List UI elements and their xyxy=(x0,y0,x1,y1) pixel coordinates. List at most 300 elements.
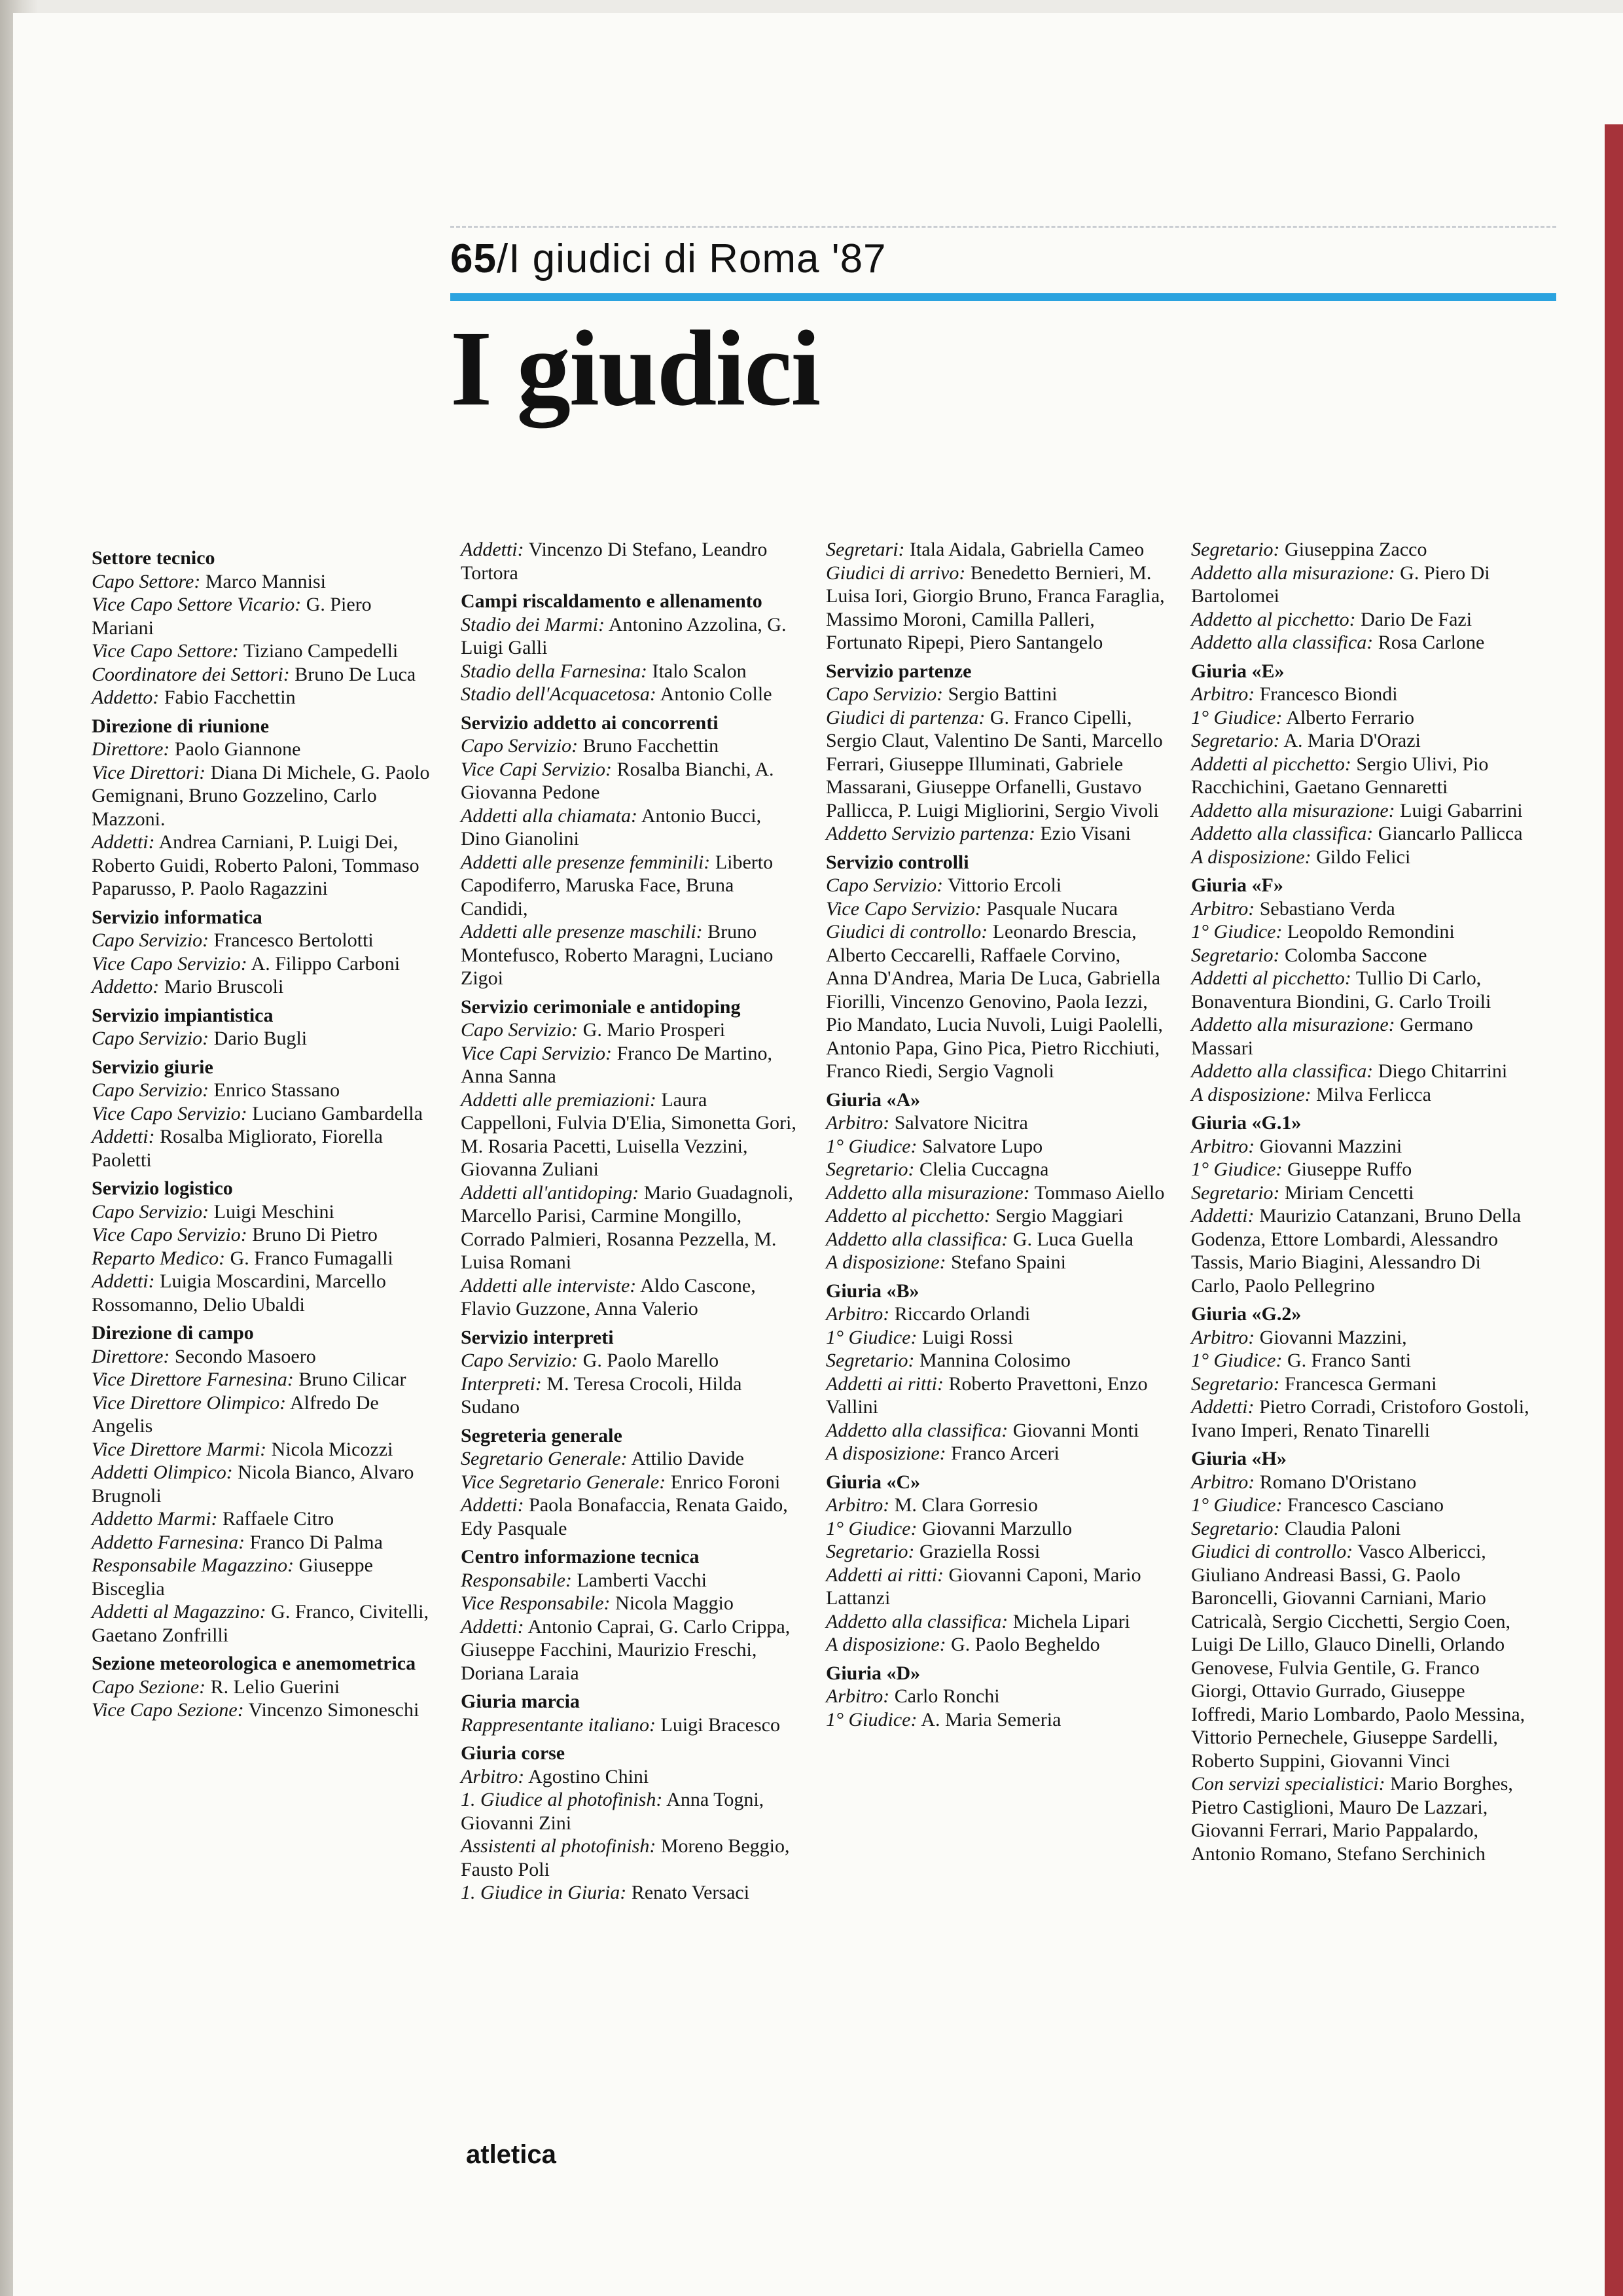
staff-names: Clelia Cuccagna xyxy=(914,1158,1049,1180)
role-label: Segretario: xyxy=(826,1158,915,1180)
staff-names: M. Teresa Crocoli, Hilda Sudano xyxy=(461,1372,742,1418)
running-header xyxy=(450,236,1556,282)
staff-entry xyxy=(1191,538,1531,562)
staff-names: Enrico Stassano xyxy=(209,1079,340,1101)
staff-names: Liberto Capodiferro, Maruska Face, Bruna Candidi, xyxy=(461,851,774,920)
role-label: A disposizione: xyxy=(1191,1083,1311,1105)
staff-entry xyxy=(461,920,801,990)
staff-names: M. Clara Gorresio xyxy=(889,1494,1038,1516)
staff-names: Riccardo Orlandi xyxy=(889,1303,1031,1325)
role-label: Segretario: xyxy=(826,1350,915,1371)
role-label: 1° Giudice: xyxy=(1191,1158,1283,1180)
staff-entry xyxy=(1191,967,1531,1013)
staff-entry xyxy=(92,1200,432,1224)
staff-entry xyxy=(461,1615,801,1685)
page-title: I giudici xyxy=(450,308,820,428)
role-label: 1° Giudice: xyxy=(1191,1350,1283,1371)
staff-names: Franco De Martino, Anna Sanna xyxy=(461,1042,772,1087)
staff-entry xyxy=(826,897,1166,921)
staff-names: Claudia Paloni xyxy=(1279,1517,1401,1539)
role-label: Addetti all'antidoping: xyxy=(461,1181,639,1204)
role-label: Segretario: xyxy=(1191,730,1280,751)
role-label: A disposizione: xyxy=(826,1251,946,1273)
staff-entry xyxy=(1191,1181,1531,1205)
staff-names: Diana Di Michele, G. Paolo Gemignani, Bruno Gozzelino, Carlo Mazzoni. xyxy=(92,761,430,830)
staff-names: Andrea Carniani, P. Luigi Dei, Roberto Guidi, Roberto Paloni, Tommaso Paparusso, P. Paolo Ragazzini xyxy=(92,831,419,899)
role-label: A disposizione: xyxy=(826,1634,946,1655)
role-label: Addetti alle presenze maschili: xyxy=(461,921,703,942)
role-label: Addetto Servizio partenza: xyxy=(826,823,1035,844)
role-label: Assistenti al photofinish: xyxy=(461,1835,656,1857)
staff-entry xyxy=(1191,1395,1531,1442)
role-label: Reparto Medico: xyxy=(92,1247,226,1269)
staff-entry xyxy=(461,851,801,921)
staff-entry xyxy=(826,1685,1166,1708)
role-label: Addetto Marmi: xyxy=(92,1508,218,1530)
staff-names: Sergio Maggiari xyxy=(990,1205,1124,1227)
staff-entry xyxy=(461,1471,801,1494)
staff-entry xyxy=(461,758,801,804)
staff-entry xyxy=(826,562,1166,655)
staff-names: Benedetto Bernieri, M. Luisa Iori, Giorgio Bruno, Franca Faraglia, Massimo Moroni, Camilla Palleri, Fortunato Ripepi, Piero Santangelo xyxy=(826,562,1165,653)
role-label: Addetto: xyxy=(92,687,160,708)
staff-entry xyxy=(92,1247,432,1270)
role-label: Segretario: xyxy=(1191,944,1280,966)
staff-names: Bruno De Luca xyxy=(289,663,416,685)
role-label: Responsabile Magazzino: xyxy=(92,1554,294,1576)
section xyxy=(461,1742,801,1905)
staff-entry xyxy=(92,663,432,687)
staff-names: Dario Bugli xyxy=(209,1028,308,1049)
staff-entry xyxy=(92,761,432,831)
staff-entry xyxy=(92,1223,432,1247)
role-label: Arbitro: xyxy=(1191,1471,1255,1493)
staff-entry xyxy=(461,1592,801,1615)
staff-names: Francesca Germani xyxy=(1279,1372,1437,1395)
staff-names: G. Franco Fumagalli xyxy=(225,1247,393,1269)
staff-names: Bruno Montefusco, Roberto Maragni, Luciano Zigoi xyxy=(461,921,774,989)
staff-names: G. Paolo Begheldo xyxy=(946,1634,1100,1655)
role-label: Addetti: xyxy=(461,1494,524,1516)
section xyxy=(826,1280,1166,1465)
staff-names: Rosalba Bianchi, A. Giovanna Pedone xyxy=(461,758,774,803)
role-label: Vice Capi Servizio: xyxy=(461,758,613,780)
staff-entry xyxy=(1191,1204,1531,1297)
section xyxy=(1191,538,1531,655)
staff-entry xyxy=(461,613,801,660)
text-column-3 xyxy=(826,538,1166,1736)
role-label: Addetti alle interviste: xyxy=(461,1274,637,1297)
role-label: A disposizione: xyxy=(826,1443,946,1464)
role-label: Segretario Generale: xyxy=(461,1448,628,1469)
staff-names: Moreno Beggio, Fausto Poli xyxy=(461,1835,790,1880)
staff-names: Mannina Colosimo xyxy=(914,1350,1071,1371)
section-title: Giuria «E» xyxy=(1191,660,1285,682)
role-label: 1° Giudice: xyxy=(1191,1494,1283,1516)
header-blue-rule xyxy=(450,293,1556,301)
staff-names: Paola Bonafaccia, Renata Gaido, Edy Pasquale xyxy=(461,1494,788,1539)
staff-names: G. Franco Santi xyxy=(1282,1350,1412,1371)
staff-names: Maurizio Catanzani, Bruno Della Godenza, Ettore Lombardi, Alessandro Tassis, Mario Biagini, Alessandro Di Carlo, Paolo Pellegrino xyxy=(1191,1205,1522,1297)
role-label: Direttore: xyxy=(92,738,170,760)
section-title: Direzione di campo xyxy=(92,1322,254,1344)
staff-entry xyxy=(1191,1471,1531,1494)
staff-names: Marco Mannisi xyxy=(200,570,327,592)
staff-entry xyxy=(826,683,1166,706)
staff-names: Alfredo De Angelis xyxy=(92,1391,379,1437)
staff-entry xyxy=(826,1610,1166,1634)
staff-entry xyxy=(1191,562,1531,608)
section xyxy=(92,1652,432,1722)
section-title: Servizio cerimoniale e antidoping xyxy=(461,996,741,1018)
staff-names: Sebastiano Verda xyxy=(1255,897,1395,920)
staff-entry xyxy=(826,1349,1166,1372)
role-label: Coordinatore dei Settori: xyxy=(92,663,290,685)
role-label: Addetti: xyxy=(1191,1205,1255,1227)
section-title: Servizio controlli xyxy=(826,851,969,873)
staff-entry xyxy=(461,1372,801,1419)
role-label: Capo Servizio: xyxy=(92,1200,209,1223)
staff-entry xyxy=(461,1018,801,1042)
staff-names: Tiziano Campedelli xyxy=(238,640,399,662)
staff-names: Diego Chitarrini xyxy=(1373,1060,1508,1082)
staff-names: G. Franco Cipelli, Sergio Claut, Valentino De Santi, Marcello Ferrari, Giuseppe Illuminati, Gabriele Massarani, Giuseppe Orfanelli, Gustavo Pallicca, P. Luigi Migliorini, Sergio Vivoli xyxy=(826,706,1163,821)
staff-entry xyxy=(92,593,432,639)
staff-names: G. Paolo Marello xyxy=(578,1350,719,1371)
section xyxy=(92,547,432,709)
staff-entry xyxy=(461,1569,801,1592)
facing-page-red-edge xyxy=(1605,124,1623,2296)
role-label: 1. Giudice in Giuria: xyxy=(461,1882,627,1903)
section xyxy=(461,590,801,706)
section-title: Campi riscaldamento e allenamento xyxy=(461,590,762,612)
section-title: Giuria «D» xyxy=(826,1662,921,1684)
staff-names: Mario Borghes, Pietro Castiglioni, Mauro De Lazzari, Giovanni Ferrari, Mario Pappalardo, Antonio Romano, Stefano Serchinich xyxy=(1191,1773,1513,1865)
staff-names: Tommaso Aiello xyxy=(1029,1181,1165,1204)
role-label: Capo Servizio: xyxy=(92,1028,209,1049)
role-label: Stadio dell'Acquacetosa: xyxy=(461,683,656,705)
staff-names: Salvatore Lupo xyxy=(917,1135,1043,1157)
role-label: Interpreti: xyxy=(461,1372,542,1395)
staff-names: Vittorio Ercoli xyxy=(943,874,1062,896)
role-label: Capo Settore: xyxy=(92,570,201,592)
staff-entry xyxy=(461,804,801,851)
staff-names: Nicola Bianco, Alvaro Brugnoli xyxy=(92,1462,414,1507)
role-label: Segretario: xyxy=(1191,1517,1280,1539)
staff-entry xyxy=(92,1102,432,1126)
role-label: Addetti: xyxy=(92,1126,155,1147)
role-label: Capo Sezione: xyxy=(92,1676,206,1698)
staff-entry xyxy=(461,1447,801,1471)
role-label: Arbitro: xyxy=(1191,683,1255,705)
section-title: Giuria «F» xyxy=(1191,874,1283,896)
role-label: Addetti al picchetto: xyxy=(1191,967,1351,989)
staff-entry xyxy=(461,660,801,683)
role-label: Addetto alla classifica: xyxy=(826,1610,1008,1632)
staff-entry xyxy=(826,1204,1166,1228)
staff-entry xyxy=(92,1554,432,1600)
role-label: Addetti alla chiamata: xyxy=(461,804,637,827)
section xyxy=(1191,874,1531,1106)
role-label: Addetti Olimpico: xyxy=(92,1462,233,1483)
role-label: Vice Direttore Olimpico: xyxy=(92,1391,287,1414)
staff-entry xyxy=(1191,897,1531,921)
staff-names: Secondo Masoero xyxy=(169,1345,316,1367)
staff-entry xyxy=(1191,822,1531,846)
staff-names: Itala Aidala, Gabriella Cameo xyxy=(904,539,1145,560)
staff-entry xyxy=(461,1181,801,1274)
role-label: 1° Giudice: xyxy=(826,1326,918,1348)
staff-entry xyxy=(826,1326,1166,1350)
staff-entry xyxy=(826,1517,1166,1541)
section xyxy=(461,1326,801,1419)
staff-names: Nicola Maggio xyxy=(610,1592,734,1614)
footer-magazine-name: atletica xyxy=(466,2140,556,2169)
role-label: Addetti ai ritti: xyxy=(826,1372,944,1395)
role-label: Capo Servizio: xyxy=(461,1019,579,1041)
staff-entry xyxy=(92,1345,432,1369)
role-label: Arbitro: xyxy=(826,1112,890,1134)
role-label: Vice Capi Servizio: xyxy=(461,1042,613,1064)
staff-entry xyxy=(461,1042,801,1088)
staff-names: Sergio Battini xyxy=(943,683,1058,705)
role-label: Addetto: xyxy=(92,976,160,997)
staff-entry xyxy=(461,1765,801,1789)
role-label: Arbitro: xyxy=(826,1303,890,1325)
role-label: 1° Giudice: xyxy=(826,1135,918,1157)
staff-entry xyxy=(826,1564,1166,1610)
staff-names: G. Luca Guella xyxy=(1008,1228,1133,1250)
staff-names: Italo Scalon xyxy=(647,660,747,682)
role-label: Segretari: xyxy=(826,539,905,560)
staff-entry xyxy=(1191,683,1531,706)
staff-entry xyxy=(1191,1135,1531,1158)
section xyxy=(826,851,1166,1083)
staff-entry xyxy=(92,1676,432,1699)
staff-entry xyxy=(1191,1013,1531,1060)
role-label: Arbitro: xyxy=(1191,1135,1255,1157)
section xyxy=(826,1471,1166,1657)
running-title: /I giudici di Roma '87 xyxy=(496,236,887,281)
staff-names: Colomba Saccone xyxy=(1279,944,1427,966)
role-label: Addetto alla misurazione: xyxy=(1191,799,1395,821)
section-title: Giuria «G.2» xyxy=(1191,1303,1302,1325)
role-label: Vice Capo Servizio: xyxy=(826,897,982,920)
staff-names: Graziella Rossi xyxy=(914,1541,1041,1562)
staff-entry xyxy=(1191,729,1531,753)
staff-entry xyxy=(92,975,432,999)
role-label: 1° Giudice: xyxy=(826,1517,918,1539)
staff-entry xyxy=(461,1713,801,1737)
staff-entry xyxy=(461,1788,801,1835)
section xyxy=(826,538,1166,655)
staff-entry xyxy=(461,1494,801,1540)
staff-entry xyxy=(826,1181,1166,1205)
staff-names: Milva Ferlicca xyxy=(1311,1083,1431,1105)
role-label: Arbitro: xyxy=(826,1685,890,1707)
staff-entry xyxy=(92,1600,432,1647)
section xyxy=(826,660,1166,846)
staff-names: Antonio Bucci, Dino Gianolini xyxy=(461,804,762,850)
staff-names: Luigi Meschini xyxy=(209,1200,334,1223)
section-title: Servizio addetto ai concorrenti xyxy=(461,711,719,734)
role-label: Vice Segretario Generale: xyxy=(461,1471,666,1493)
staff-entry xyxy=(92,1079,432,1102)
staff-entry xyxy=(826,1135,1166,1158)
staff-entry xyxy=(92,1698,432,1722)
role-label: Vice Capo Servizio: xyxy=(92,1102,247,1124)
staff-entry xyxy=(826,1494,1166,1517)
staff-entry xyxy=(1191,753,1531,799)
staff-names: Francesco Biondi xyxy=(1255,683,1398,705)
staff-entry xyxy=(92,929,432,952)
role-label: Addetto alla classifica: xyxy=(1191,823,1374,844)
staff-entry xyxy=(1191,1158,1531,1181)
role-label: Capo Servizio: xyxy=(461,735,579,757)
staff-entry xyxy=(92,686,432,709)
staff-entry xyxy=(826,1372,1166,1419)
role-label: Rappresentante italiano: xyxy=(461,1713,656,1736)
staff-names: A. Maria D'Orazi xyxy=(1279,730,1421,751)
staff-names: Miriam Cencetti xyxy=(1279,1181,1414,1204)
role-label: Arbitro: xyxy=(461,1765,525,1787)
staff-entry xyxy=(826,1708,1166,1732)
staff-names: Mario Guadagnoli, Marcello Parisi, Carmine Mongillo, Corrado Palmieri, Rosanna Pezzella, M. Luisa Romani xyxy=(461,1181,794,1273)
role-label: Giudici di controllo: xyxy=(826,921,988,942)
section-title: Giuria «B» xyxy=(826,1280,919,1302)
staff-entry xyxy=(92,1368,432,1391)
staff-entry xyxy=(92,1270,432,1316)
section xyxy=(1191,1447,1531,1865)
section xyxy=(92,1321,432,1647)
staff-entry xyxy=(461,1835,801,1881)
staff-names: Alberto Ferrario xyxy=(1282,706,1415,728)
staff-names: Raffaele Citro xyxy=(217,1508,334,1530)
role-label: Vice Capo Servizio: xyxy=(92,1224,247,1246)
staff-entry xyxy=(92,1461,432,1507)
role-label: Addetti: xyxy=(461,1615,524,1638)
staff-entry xyxy=(826,706,1166,823)
staff-names: G. Piero Di Bartolomei xyxy=(1191,562,1490,607)
role-label: Segretario: xyxy=(1191,1372,1280,1395)
staff-entry xyxy=(826,1228,1166,1251)
role-label: Capo Servizio: xyxy=(92,1079,209,1101)
staff-names: Luciano Gambardella xyxy=(247,1102,423,1124)
staff-names: Giuseppe Bisceglia xyxy=(92,1554,373,1600)
role-label: 1° Giudice: xyxy=(826,1708,918,1731)
staff-entry xyxy=(92,831,432,901)
role-label: Vice Capo Servizio: xyxy=(92,952,247,975)
role-label: Arbitro: xyxy=(1191,897,1255,920)
staff-names: Bruno Facchettin xyxy=(578,735,719,757)
section-title: Servizio giurie xyxy=(92,1056,213,1078)
staff-names: Giovanni Marzullo xyxy=(917,1517,1073,1539)
staff-names: Giovanni Monti xyxy=(1008,1419,1139,1441)
role-label: Stadio dei Marmi: xyxy=(461,613,605,636)
section xyxy=(92,715,432,901)
role-label: Arbitro: xyxy=(826,1494,890,1516)
staff-names: Attilio Davide xyxy=(627,1448,744,1469)
staff-entry xyxy=(92,1507,432,1531)
staff-entry xyxy=(92,1531,432,1554)
section-title: Giuria corse xyxy=(461,1742,565,1764)
staff-names: Fabio Facchettin xyxy=(159,687,296,708)
staff-entry xyxy=(1191,944,1531,967)
staff-entry xyxy=(1191,1349,1531,1372)
section xyxy=(461,1545,801,1685)
staff-names: Antonino Azzolina, G. Luigi Galli xyxy=(461,613,787,658)
role-label: Giudici di controllo: xyxy=(1191,1541,1353,1562)
role-label: Vice Direttori: xyxy=(92,761,206,783)
role-label: 1° Giudice: xyxy=(1191,706,1283,728)
section xyxy=(1191,1111,1531,1297)
role-label: Addetto alla classifica: xyxy=(1191,1060,1374,1082)
staff-names: Ezio Visani xyxy=(1035,823,1131,844)
role-label: Arbitro: xyxy=(1191,1326,1255,1348)
staff-entry xyxy=(92,952,432,976)
section-title: Servizio impiantistica xyxy=(92,1004,274,1026)
staff-entry xyxy=(461,538,801,584)
staff-entry xyxy=(826,920,1166,1083)
staff-entry xyxy=(1191,846,1531,869)
staff-entry xyxy=(826,1302,1166,1326)
role-label: Addetti alle premiazioni: xyxy=(461,1088,656,1111)
role-label: Stadio della Farnesina: xyxy=(461,660,647,682)
staff-names: Bruno Cilicar xyxy=(293,1369,406,1390)
staff-entry xyxy=(92,639,432,663)
staff-entry xyxy=(461,683,801,706)
staff-entry xyxy=(826,1419,1166,1443)
staff-names: Rosalba Migliorato, Fiorella Paoletti xyxy=(92,1126,383,1171)
role-label: A disposizione: xyxy=(1191,846,1311,868)
staff-names: Leonardo Brescia, Alberto Ceccarelli, Raffaele Corvino, Anna D'Andrea, Maria De Luca, Gabriella Fiorilli, Vincenzo Genovino, Paola Iezzi, Pio Mandato, Lucia Nuvoli, Luigi Paolelli, Antonio Papa, Gino Pica, Pietro Ricchiuti, Franco Riedi, Sergio Vagnoli xyxy=(826,921,1163,1082)
staff-entry xyxy=(1191,1540,1531,1772)
section-title: Segreteria generale xyxy=(461,1424,622,1446)
staff-names: Bruno Di Pietro xyxy=(247,1224,378,1246)
section-title: Giuria «A» xyxy=(826,1088,921,1111)
staff-names: G. Franco, Civitelli, Gaetano Zonfrilli xyxy=(92,1601,429,1646)
section xyxy=(461,996,801,1321)
section xyxy=(826,1662,1166,1732)
staff-names: Dario De Fazi xyxy=(1355,608,1472,630)
role-label: Addetti: xyxy=(92,1270,155,1292)
section xyxy=(92,906,432,999)
staff-names: Luigia Moscardini, Marcello Rossomanno, Delio Ubaldi xyxy=(92,1270,386,1316)
staff-entry xyxy=(826,822,1166,846)
staff-entry xyxy=(826,1633,1166,1657)
staff-entry xyxy=(92,1391,432,1438)
text-column-4 xyxy=(1191,538,1531,1871)
staff-names: Agostino Chini xyxy=(524,1765,649,1787)
staff-entry xyxy=(461,1349,801,1372)
section xyxy=(1191,660,1531,869)
section xyxy=(826,1088,1166,1274)
staff-entry xyxy=(826,1251,1166,1274)
section-title: Settore tecnico xyxy=(92,547,215,569)
role-label: Vice Direttore Marmi: xyxy=(92,1438,267,1460)
staff-names: G. Mario Prosperi xyxy=(578,1019,726,1041)
staff-names: Mario Bruscoli xyxy=(159,976,284,997)
staff-entry xyxy=(1191,1772,1531,1865)
staff-entry xyxy=(92,1125,432,1172)
staff-names: Germano Massari xyxy=(1191,1014,1473,1059)
text-column-1 xyxy=(92,547,432,1727)
staff-entry xyxy=(461,734,801,758)
section-title: Servizio partenze xyxy=(826,660,972,682)
role-label: Addetti al Magazzino: xyxy=(92,1601,266,1623)
role-label: Addetti al picchetto: xyxy=(1191,753,1351,775)
staff-entry xyxy=(826,874,1166,897)
